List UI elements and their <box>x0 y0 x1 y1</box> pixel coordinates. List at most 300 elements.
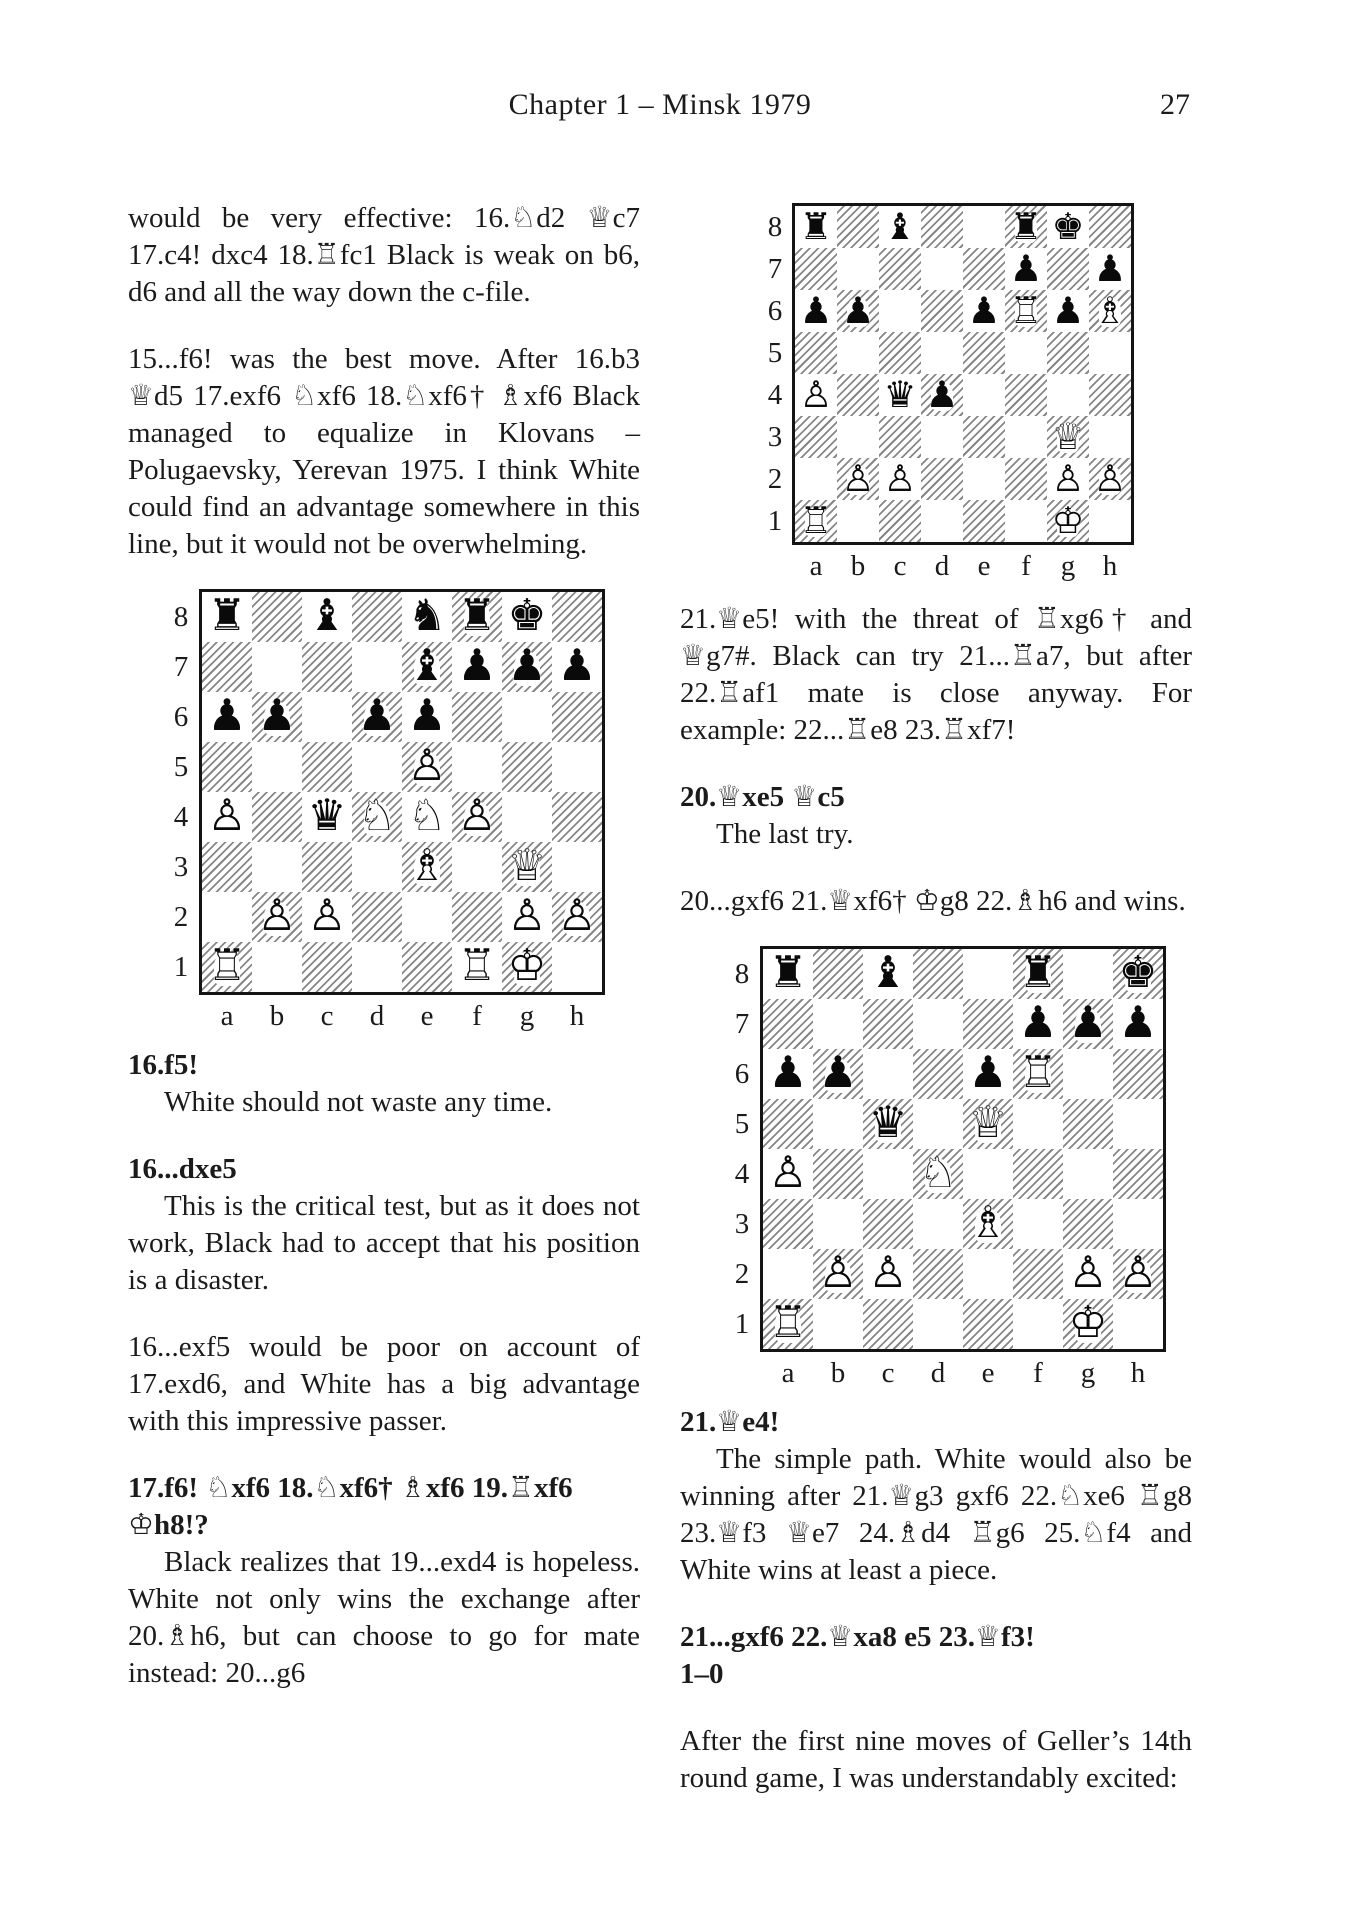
board-square <box>252 692 302 742</box>
board-square <box>1113 1299 1163 1349</box>
board-square <box>1013 999 1063 1049</box>
board-square <box>202 692 252 742</box>
black-pawn-icon: ♟ <box>1093 246 1127 290</box>
board-coordinate-label: a <box>220 1000 234 1032</box>
board-square <box>302 792 352 842</box>
board-square <box>963 1199 1013 1249</box>
board-square <box>1089 374 1131 416</box>
black-pawn-icon: ♟ <box>841 288 875 332</box>
file-labels <box>792 550 1134 583</box>
board-coordinate-label: 4 <box>734 1157 750 1190</box>
board-square <box>1063 949 1113 999</box>
white-pawn-icon: ♙ <box>307 891 347 942</box>
black-pawn-icon: ♟ <box>799 288 833 332</box>
paragraph: 15...f6! was the best move. After 16.b3 ♕d5 17.exf6 ♘xf6 18.♘xf6† ♗xf6 Black managed to equalize in Klovans – Polugaevsky, Yerevan 1975. I think White could find an advantage somewhere in this line, but it would not be overwhelming. <box>128 343 640 560</box>
white-pawn-icon: ♙ <box>799 372 833 416</box>
board-square <box>1013 1249 1063 1299</box>
board-coordinate-label: h <box>1102 550 1118 582</box>
white-rook-icon: ♖ <box>799 498 833 542</box>
board-square <box>402 592 452 642</box>
rank-labels <box>758 203 792 545</box>
board-square <box>879 458 921 500</box>
board-square <box>402 642 452 692</box>
black-queen-icon: ♛ <box>868 1098 908 1149</box>
white-pawn-icon: ♙ <box>1093 456 1127 500</box>
board-square <box>1047 290 1089 332</box>
board-square <box>963 500 1005 542</box>
board-coordinate-label: g <box>1080 1357 1096 1389</box>
board-square <box>552 742 602 792</box>
black-rook-icon: ♜ <box>457 591 497 642</box>
board-square <box>1047 332 1089 374</box>
board-coordinate-label: e <box>981 1357 995 1389</box>
white-bishop-icon: ♗ <box>968 1198 1008 1249</box>
board-square <box>302 592 352 642</box>
board-square <box>813 999 863 1049</box>
board-square <box>863 1099 913 1149</box>
board-square <box>202 642 252 692</box>
board-square <box>202 592 252 642</box>
board-square <box>552 942 602 992</box>
board-square <box>502 792 552 842</box>
board-square <box>963 416 1005 458</box>
board-square <box>763 1299 813 1349</box>
board-square <box>813 949 863 999</box>
board-square <box>1113 1049 1163 1099</box>
board-square <box>1005 248 1047 290</box>
chess-board <box>760 946 1166 1352</box>
board-square <box>1063 1199 1113 1249</box>
board-square <box>352 742 402 792</box>
black-pawn-icon: ♟ <box>207 691 247 742</box>
white-pawn-icon: ♙ <box>407 741 447 792</box>
board-square <box>921 332 963 374</box>
board-square <box>252 592 302 642</box>
board-square <box>1063 1299 1113 1349</box>
black-pawn-icon: ♟ <box>407 691 447 742</box>
white-pawn-icon: ♙ <box>1068 1248 1108 1299</box>
board-coordinate-label: 1 <box>734 1307 750 1340</box>
board-square <box>352 692 402 742</box>
board-square <box>837 500 879 542</box>
white-king-icon: ♔ <box>1068 1298 1108 1349</box>
board-square <box>252 842 302 892</box>
black-bishop-icon: ♝ <box>868 948 908 999</box>
board-square <box>879 206 921 248</box>
black-pawn-icon: ♟ <box>357 691 397 742</box>
board-square <box>1063 1099 1113 1149</box>
board-square <box>763 1149 813 1199</box>
board-square <box>1047 374 1089 416</box>
board-coordinate-label: 3 <box>173 850 189 883</box>
white-pawn-icon: ♙ <box>1051 456 1085 500</box>
black-pawn-icon: ♟ <box>507 641 547 692</box>
paragraph: 16...exf5 would be poor on account of 17.exd6, and White has a big advantage with this impressive passer. <box>128 1331 640 1437</box>
board-square <box>1089 206 1131 248</box>
board-square <box>202 942 252 992</box>
right-column <box>680 203 1192 1797</box>
board-square <box>252 642 302 692</box>
board-square <box>963 999 1013 1049</box>
board-square <box>963 248 1005 290</box>
board-coordinate-label: 6 <box>734 1057 750 1090</box>
board-coordinate-label: 2 <box>767 462 783 495</box>
board-square <box>452 792 502 842</box>
white-pawn-icon: ♙ <box>768 1148 808 1199</box>
board-square <box>921 374 963 416</box>
black-queen-icon: ♛ <box>883 372 917 416</box>
board-square <box>1089 458 1131 500</box>
board-square <box>795 332 837 374</box>
board-coordinate-label: 7 <box>767 252 783 285</box>
black-rook-icon: ♜ <box>1018 948 1058 999</box>
board-square <box>879 416 921 458</box>
board-square <box>452 642 502 692</box>
board-square <box>452 942 502 992</box>
board-square <box>763 949 813 999</box>
board-square <box>1113 1249 1163 1299</box>
board-square <box>913 949 963 999</box>
black-pawn-icon: ♟ <box>818 1048 858 1099</box>
white-pawn-icon: ♙ <box>818 1248 858 1299</box>
board-square <box>837 206 879 248</box>
black-king-icon: ♚ <box>1118 948 1158 999</box>
comment: White should not waste any time. <box>164 1086 553 1118</box>
board-square <box>963 290 1005 332</box>
board-square <box>863 1199 913 1249</box>
board-square <box>1047 416 1089 458</box>
board-coordinate-label: a <box>809 550 823 582</box>
board-square <box>795 416 837 458</box>
board-square <box>1089 500 1131 542</box>
board-square <box>202 792 252 842</box>
board-square <box>963 332 1005 374</box>
board-square <box>813 1249 863 1299</box>
board-square <box>795 290 837 332</box>
board-square <box>1113 1099 1163 1149</box>
black-pawn-icon: ♟ <box>1018 998 1058 1049</box>
board-square <box>1047 500 1089 542</box>
white-pawn-icon: ♙ <box>507 891 547 942</box>
board-coordinate-label: 8 <box>767 210 783 243</box>
board-square <box>863 949 913 999</box>
board-square <box>837 332 879 374</box>
board-square <box>963 949 1013 999</box>
comment: The last try. <box>716 818 854 850</box>
paragraph: 20...gxf6 21.♕xf6† ♔g8 22.♗h6 and wins. <box>680 885 1186 917</box>
board-square <box>252 892 302 942</box>
white-knight-icon: ♘ <box>918 1148 958 1199</box>
board-square <box>552 792 602 842</box>
game-result: 1–0 <box>680 1658 724 1690</box>
board-square <box>552 642 602 692</box>
move-line: 20.♕xe5 ♕c5 <box>680 781 845 813</box>
board-square <box>452 892 502 942</box>
page-header <box>128 88 1192 128</box>
board-coordinate-label: g <box>1060 550 1076 582</box>
board-coordinate-label: 4 <box>767 378 783 411</box>
board-square <box>402 692 452 742</box>
white-bishop-icon: ♗ <box>407 841 447 892</box>
board-square <box>1089 290 1131 332</box>
board-square <box>813 1049 863 1099</box>
black-bishop-icon: ♝ <box>307 591 347 642</box>
board-coordinate-label: 7 <box>734 1007 750 1040</box>
chess-board <box>199 589 605 995</box>
board-square <box>202 742 252 792</box>
board-coordinate-label: d <box>934 550 950 582</box>
board-square <box>921 290 963 332</box>
board-square <box>879 290 921 332</box>
board-square <box>1013 1049 1063 1099</box>
black-pawn-icon: ♟ <box>457 641 497 692</box>
white-queen-icon: ♕ <box>507 841 547 892</box>
comment: The simple path. White would also be winning after 21.♕g3 gxf6 22.♘xe6 ♖g8 23.♕f3 ♕e7 24.♗d4 ♖g6 25.♘f4 and White wins at least a piece. <box>680 1443 1192 1586</box>
chess-board <box>792 203 1134 545</box>
black-rook-icon: ♜ <box>1009 204 1043 248</box>
board-square <box>963 206 1005 248</box>
board-square <box>402 742 452 792</box>
chapter-title: Chapter 1 – Minsk 1979 <box>508 88 812 121</box>
board-square <box>252 942 302 992</box>
move-line: 21.♕e4! <box>680 1406 780 1438</box>
board-square <box>879 500 921 542</box>
board-square <box>921 458 963 500</box>
rank-labels <box>163 589 199 995</box>
white-queen-icon: ♕ <box>1051 414 1085 458</box>
board-square <box>913 1199 963 1249</box>
chess-diagram-left <box>163 589 640 1033</box>
board-square <box>921 416 963 458</box>
black-pawn-icon: ♟ <box>968 1048 1008 1099</box>
board-square <box>452 592 502 642</box>
board-square <box>921 500 963 542</box>
board-square <box>1005 458 1047 500</box>
board-coordinate-label: 7 <box>173 650 189 683</box>
board-square <box>813 1299 863 1349</box>
white-rook-icon: ♖ <box>1018 1048 1058 1099</box>
board-square <box>402 892 452 942</box>
board-square <box>879 332 921 374</box>
white-pawn-icon: ♙ <box>457 791 497 842</box>
board-square <box>879 248 921 290</box>
board-square <box>202 892 252 942</box>
board-coordinate-label: 6 <box>173 700 189 733</box>
move-line: 17.f6! ♘xf6 18.♘xf6† ♗xf6 19.♖xf6 ♔h8!? <box>128 1472 573 1541</box>
board-square <box>302 892 352 942</box>
white-king-icon: ♔ <box>1051 498 1085 542</box>
board-square <box>302 642 352 692</box>
board-square <box>302 742 352 792</box>
black-pawn-icon: ♟ <box>1009 246 1043 290</box>
board-square <box>252 742 302 792</box>
move-line: 21...gxf6 22.♕xa8 e5 23.♕f3! <box>680 1621 1035 1653</box>
board-square <box>252 792 302 842</box>
page-number: 27 <box>1160 88 1190 121</box>
board-coordinate-label: 2 <box>734 1257 750 1290</box>
board-square <box>352 942 402 992</box>
board-square <box>452 692 502 742</box>
board-coordinate-label: 1 <box>173 950 189 983</box>
white-rook-icon: ♖ <box>457 941 497 992</box>
board-square <box>552 592 602 642</box>
board-square <box>1063 999 1113 1049</box>
move-line: 16...dxe5 <box>128 1153 237 1185</box>
board-coordinate-label: c <box>320 1000 334 1032</box>
black-pawn-icon: ♟ <box>768 1048 808 1099</box>
file-labels <box>760 1357 1166 1390</box>
board-square <box>763 1199 813 1249</box>
black-pawn-icon: ♟ <box>925 372 959 416</box>
board-square <box>552 842 602 892</box>
board-square <box>1013 1149 1063 1199</box>
board-coordinate-label: 5 <box>734 1107 750 1140</box>
board-square <box>1089 416 1131 458</box>
board-square <box>502 592 552 642</box>
white-pawn-icon: ♙ <box>841 456 875 500</box>
comment: This is the critical test, but as it does not work, Black had to accept that his position is a disaster. <box>128 1190 640 1296</box>
board-square <box>352 642 402 692</box>
board-square <box>402 942 452 992</box>
black-rook-icon: ♜ <box>207 591 247 642</box>
board-square <box>963 458 1005 500</box>
board-square <box>763 999 813 1049</box>
board-square <box>763 1249 813 1299</box>
file-labels <box>199 1000 605 1033</box>
white-knight-icon: ♘ <box>357 791 397 842</box>
board-square <box>502 642 552 692</box>
black-pawn-icon: ♟ <box>557 641 597 692</box>
board-square <box>863 1299 913 1349</box>
black-pawn-icon: ♟ <box>1068 998 1108 1049</box>
board-coordinate-label: c <box>893 550 907 582</box>
board-square <box>813 1199 863 1249</box>
board-square <box>202 842 252 892</box>
board-square <box>921 248 963 290</box>
board-square <box>963 1249 1013 1299</box>
board-square <box>795 374 837 416</box>
board-square <box>837 458 879 500</box>
board-square <box>352 792 402 842</box>
black-king-icon: ♚ <box>1051 204 1085 248</box>
board-coordinate-label: 8 <box>173 600 189 633</box>
board-square <box>1047 458 1089 500</box>
board-square <box>1005 332 1047 374</box>
board-square <box>863 1149 913 1199</box>
board-square <box>963 374 1005 416</box>
black-queen-icon: ♛ <box>307 791 347 842</box>
board-square <box>1005 206 1047 248</box>
white-pawn-icon: ♙ <box>557 891 597 942</box>
board-square <box>963 1099 1013 1149</box>
board-square <box>963 1299 1013 1349</box>
board-square <box>837 290 879 332</box>
board-square <box>863 1049 913 1099</box>
board-square <box>1063 1049 1113 1099</box>
black-bishop-icon: ♝ <box>883 204 917 248</box>
board-square <box>502 842 552 892</box>
white-rook-icon: ♖ <box>207 941 247 992</box>
white-pawn-icon: ♙ <box>257 891 297 942</box>
black-pawn-icon: ♟ <box>257 691 297 742</box>
black-pawn-icon: ♟ <box>1118 998 1158 1049</box>
board-square <box>763 1049 813 1099</box>
white-king-icon: ♔ <box>507 941 547 992</box>
chess-diagram-top-right <box>758 203 1192 583</box>
white-pawn-icon: ♙ <box>1118 1248 1158 1299</box>
paragraph: would be very effective: 16.♘d2 ♕c7 17.c4! dxc4 18.♖fc1 Black is weak on b6, d6 and all the way down the c-file. <box>128 202 640 308</box>
board-square <box>1005 290 1047 332</box>
white-pawn-icon: ♙ <box>883 456 917 500</box>
board-square <box>1113 1199 1163 1249</box>
move-line: 16.f5! <box>128 1049 199 1081</box>
board-square <box>795 248 837 290</box>
board-square <box>502 742 552 792</box>
rank-labels <box>724 946 760 1352</box>
board-square <box>837 374 879 416</box>
board-square <box>913 1149 963 1199</box>
black-rook-icon: ♜ <box>768 948 808 999</box>
board-coordinate-label: d <box>369 1000 385 1032</box>
white-bishop-icon: ♗ <box>1093 288 1127 332</box>
board-coordinate-label: 3 <box>734 1207 750 1240</box>
board-square <box>813 1149 863 1199</box>
board-coordinate-label: b <box>850 550 866 582</box>
paragraph: After the first nine moves of Geller’s 14th round game, I was understandably excited: <box>680 1725 1192 1794</box>
comment: Black realizes that 19...exd4 is hopeless. White not only wins the exchange after 20.♗h6, but can choose to go for mate instead: 20...g6 <box>128 1546 640 1689</box>
paragraph: 21.♕e5! with the threat of ♖xg6† and ♕g7#. Black can try 21...♖a7, but after 22.♖af1 mate is close anyway. For example: 22...♖e8 23.♖xf7! <box>680 603 1192 746</box>
board-square <box>1005 500 1047 542</box>
board-square <box>352 892 402 942</box>
board-square <box>552 892 602 942</box>
board-square <box>913 1299 963 1349</box>
board-square <box>813 1099 863 1149</box>
board-square <box>502 692 552 742</box>
board-square <box>1005 374 1047 416</box>
board-square <box>1113 1149 1163 1199</box>
board-square <box>913 1049 963 1099</box>
board-coordinate-label: 5 <box>767 336 783 369</box>
board-square <box>963 1049 1013 1099</box>
board-square <box>502 892 552 942</box>
board-square <box>302 692 352 742</box>
chess-diagram-bottom-right <box>724 946 1192 1390</box>
board-coordinate-label: b <box>269 1000 285 1032</box>
board-square <box>837 248 879 290</box>
board-coordinate-label: e <box>420 1000 434 1032</box>
black-king-icon: ♚ <box>507 591 547 642</box>
board-square <box>913 1249 963 1299</box>
left-column <box>128 200 640 1692</box>
board-square <box>1013 1199 1063 1249</box>
board-square <box>863 999 913 1049</box>
board-square <box>837 416 879 458</box>
white-pawn-icon: ♙ <box>868 1248 908 1299</box>
board-square <box>352 842 402 892</box>
board-coordinate-label: 1 <box>767 504 783 537</box>
board-square <box>402 792 452 842</box>
board-square <box>795 458 837 500</box>
board-coordinate-label: c <box>881 1357 895 1389</box>
board-square <box>402 842 452 892</box>
white-rook-icon: ♖ <box>768 1298 808 1349</box>
board-square <box>1063 1249 1113 1299</box>
board-square <box>1047 248 1089 290</box>
board-square <box>1047 206 1089 248</box>
board-coordinate-label: e <box>977 550 991 582</box>
board-coordinate-label: 2 <box>173 900 189 933</box>
board-square <box>1113 999 1163 1049</box>
